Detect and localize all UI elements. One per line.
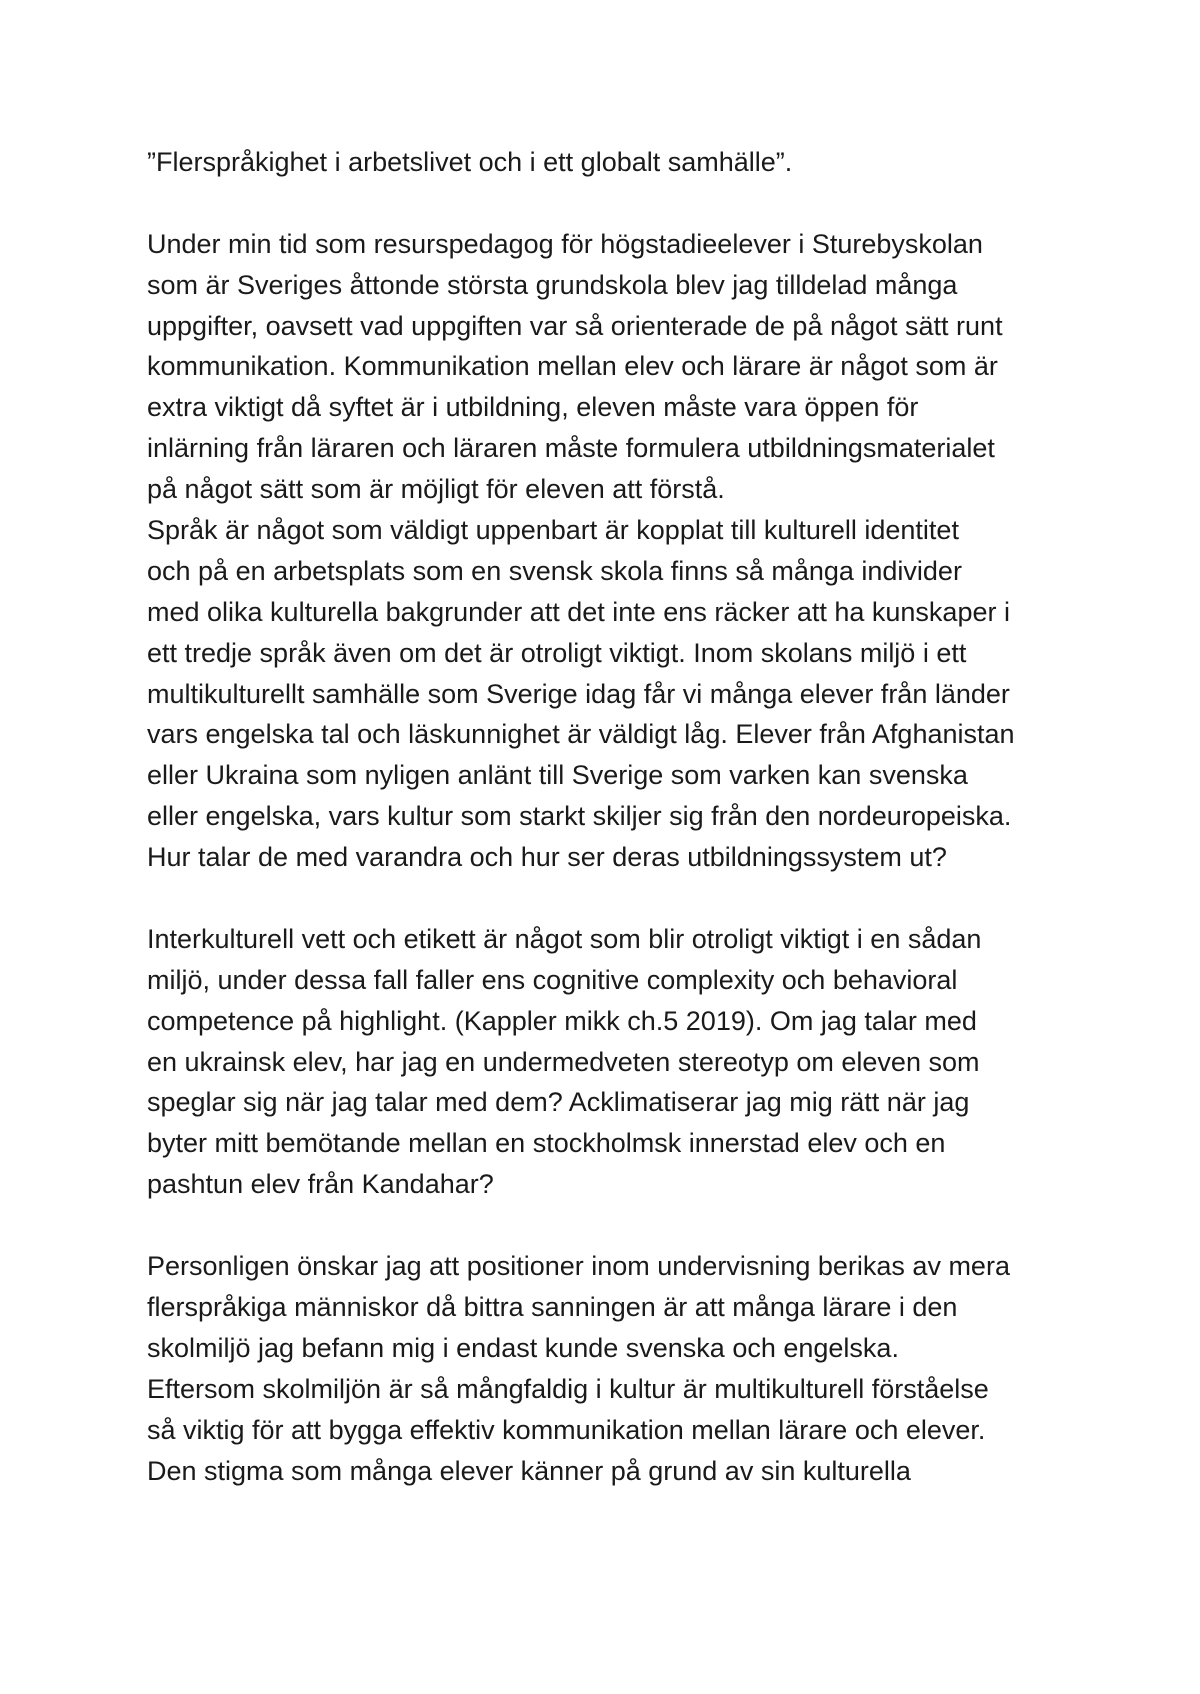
text-line: extra viktigt då syftet är i utbildning, eleven måste vara öppen för bbox=[147, 392, 919, 423]
text-line: miljö, under dessa fall faller ens cognitive complexity och behavioral bbox=[147, 964, 958, 995]
text-line: så viktig för att bygga effektiv kommunikation mellan lärare och elever. bbox=[147, 1414, 986, 1445]
text-line: Eftersom skolmiljön är så mångfaldig i kultur är multikulturell förståelse bbox=[147, 1373, 989, 1404]
text-line: uppgifter, oavsett vad uppgiften var så orienterade de på något sätt runt bbox=[147, 310, 1003, 341]
text-line: på något sätt som är möjligt för eleven att förstå. bbox=[147, 474, 725, 505]
text-line: som är Sveriges åttonde största grundskola blev jag tilldelad många bbox=[147, 269, 958, 300]
text-line: en ukrainsk elev, har jag en undermedveten stereotyp om eleven som bbox=[147, 1046, 980, 1077]
document-title: ”Flerspråkighet i arbetslivet och i ett globalt samhälle”. bbox=[147, 147, 793, 177]
text-line: Interkulturell vett och etikett är något som blir otroligt viktigt i en sådan bbox=[147, 923, 982, 954]
text-line: speglar sig när jag talar med dem? Acklimatiserar jag mig rätt när jag bbox=[147, 1087, 970, 1118]
paragraph-gap bbox=[147, 1205, 1077, 1246]
text-line: vars engelska tal och läskunnighet är väldigt låg. Elever från Afghanistan bbox=[147, 719, 1015, 750]
text-line: Språk är något som väldigt uppenbart är kopplat till kulturell identitet bbox=[147, 515, 959, 546]
text-line: eller Ukraina som nyligen anlänt till Sverige som varken kan svenska bbox=[147, 760, 968, 791]
paragraph-gap bbox=[147, 183, 1077, 224]
text-line: byter mitt bemötande mellan en stockholmsk innerstad elev och en bbox=[147, 1128, 946, 1159]
text-line: multikulturellt samhälle som Sverige idag får vi många elever från länder bbox=[147, 678, 1010, 709]
text-line: Personligen önskar jag att positioner inom undervisning berikas av mera bbox=[147, 1251, 1010, 1282]
text-line: Hur talar de med varandra och hur ser deras utbildningssystem ut? bbox=[147, 842, 947, 873]
text-line: kommunikation. Kommunikation mellan elev och lärare är något som är bbox=[147, 351, 998, 382]
paragraph-3 bbox=[147, 1246, 1077, 1491]
text-line: skolmiljö jag befann mig i endast kunde svenska och engelska. bbox=[147, 1332, 899, 1363]
text-line: competence på highlight. (Kappler mikk ch.5 2019). Om jag talar med bbox=[147, 1005, 977, 1036]
paragraph-1 bbox=[147, 224, 1077, 878]
text-line: inlärning från läraren och läraren måste formulera utbildningsmaterialet bbox=[147, 433, 995, 464]
paragraph-2 bbox=[147, 919, 1077, 1205]
text-line: och på en arbetsplats som en svensk skola finns så många individer bbox=[147, 555, 962, 586]
text-line: med olika kulturella bakgrunder att det inte ens räcker att ha kunskaper i bbox=[147, 596, 1010, 627]
text-line: Under min tid som resurspedagog för högstadieelever i Sturebyskolan bbox=[147, 228, 983, 259]
paragraph-gap bbox=[147, 878, 1077, 919]
document-page bbox=[147, 142, 1077, 1491]
text-line: ett tredje språk även om det är otroligt viktigt. Inom skolans miljö i ett bbox=[147, 637, 967, 668]
text-line: flerspråkiga människor då bittra sanningen är att många lärare i den bbox=[147, 1291, 958, 1322]
text-line: pashtun elev från Kandahar? bbox=[147, 1169, 494, 1200]
text-line: eller engelska, vars kultur som starkt skiljer sig från den nordeuropeiska. bbox=[147, 801, 1012, 832]
text-line: Den stigma som många elever känner på grund av sin kulturella bbox=[147, 1455, 911, 1486]
